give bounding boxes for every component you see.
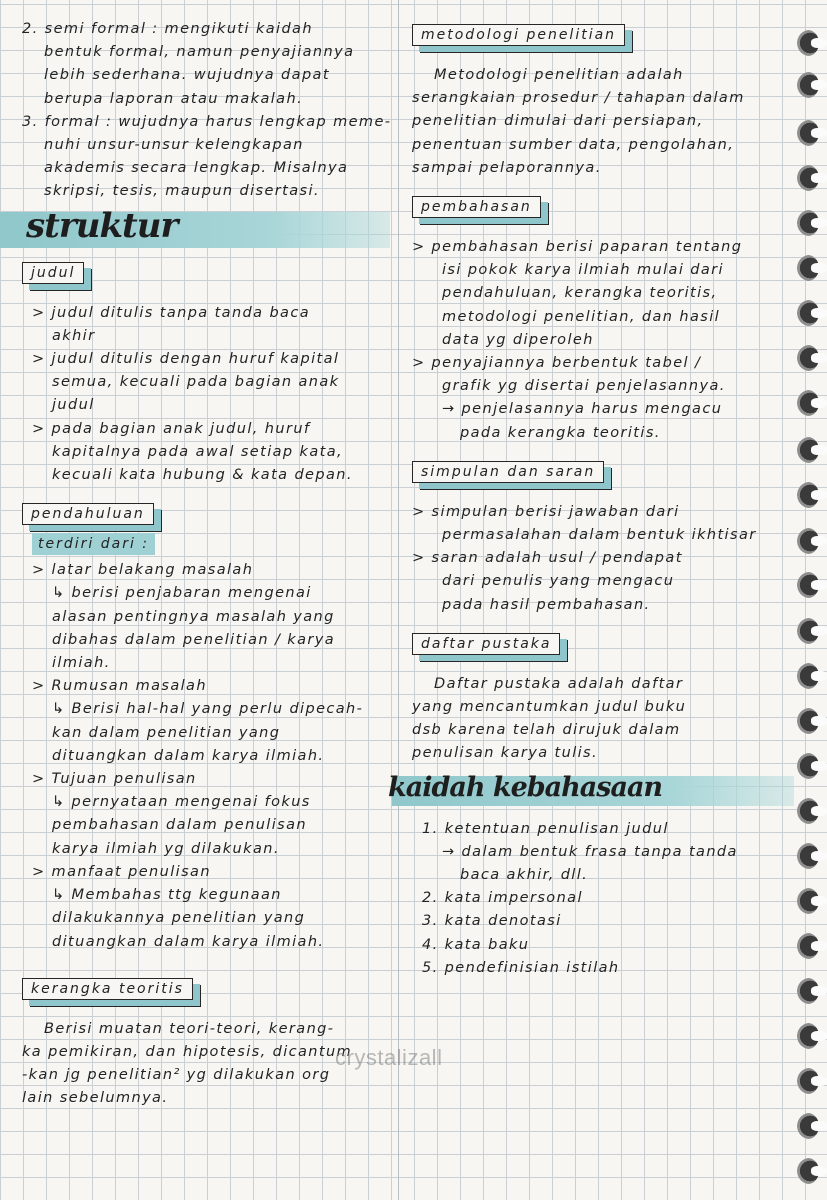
- spiral-ring-icon: [797, 210, 819, 236]
- pendahuluan-line: > latar belakang masalah: [32, 562, 254, 579]
- spiral-ring-icon: [797, 345, 819, 371]
- pembahasan-line: grafik yg disertai penjelasannya.: [442, 378, 726, 395]
- metodologi-line: penelitian dimulai dari persiapan,: [412, 113, 704, 130]
- intro-line: bentuk formal, namun penyajiannya: [44, 44, 355, 61]
- left-column: [22, 18, 390, 1111]
- intro-line: skripsi, tesis, maupun disertasi.: [44, 183, 320, 200]
- spiral-ring-icon: [797, 120, 819, 146]
- kaidah-line: 3. kata denotasi: [422, 913, 562, 930]
- pendahuluan-line: dituangkan dalam karya ilmiah.: [52, 747, 325, 764]
- pendahuluan-line: > Tujuan penulisan: [32, 771, 197, 788]
- spiral-ring-icon: [797, 708, 819, 734]
- kaidah-line: 1. ketentuan penulisan judul: [422, 820, 669, 837]
- struktur-title-banner: [0, 205, 390, 248]
- spiral-ring-icon: [797, 482, 819, 508]
- struktur-title: struktur: [26, 205, 178, 246]
- spiral-ring-icon: [797, 1068, 819, 1094]
- intro-line: 3. formal : wujudnya harus lengkap meme-: [22, 113, 392, 130]
- kerangka-teoritis-heading: kerangka teoritis: [22, 978, 193, 1000]
- spiral-ring-icon: [797, 1023, 819, 1049]
- spiral-ring-icon: [797, 390, 819, 416]
- pendahuluan-line: dilakukannya penelitian yang: [52, 910, 306, 927]
- pendahuluan-line: ↳ Berisi hal-hal yang perlu dipecah-: [52, 701, 364, 718]
- spiral-ring-icon: [797, 933, 819, 959]
- kerangka-line: Berisi muatan teori-teori, kerang-: [44, 1020, 335, 1037]
- simpulan-line: > simpulan berisi jawaban dari: [412, 503, 680, 520]
- judul-line: judul: [52, 397, 95, 414]
- pendahuluan-line: > manfaat penulisan: [32, 863, 211, 880]
- intro-line: nuhi unsur-unsur kelengkapan: [44, 137, 304, 154]
- pembahasan-line: pada kerangka teoritis.: [460, 424, 661, 441]
- kaidah-line: → dalam bentuk frasa tanpa tanda: [442, 843, 738, 860]
- spiral-ring-icon: [797, 978, 819, 1004]
- simpulan-saran-heading: simpulan dan saran: [412, 461, 604, 483]
- pendahuluan-line: > Rumusan masalah: [32, 678, 207, 695]
- daftar-line: dsb karena telah dirujuk dalam: [412, 722, 681, 739]
- spiral-ring-icon: [797, 30, 819, 56]
- watermark: crystalizall: [335, 1045, 443, 1070]
- center-gridline: [398, 0, 399, 1200]
- intro-line: lebih sederhana. wujudnya dapat: [44, 67, 330, 84]
- pendahuluan-line: pembahasan dalam penulisan: [52, 817, 307, 834]
- right-column: [388, 20, 782, 980]
- spiral-ring-icon: [797, 843, 819, 869]
- metodologi-section: [412, 64, 782, 180]
- judul-line: kapitalnya pada awal setiap kata,: [52, 443, 343, 460]
- judul-line: > pada bagian anak judul, huruf: [32, 420, 311, 437]
- pembahasan-line: → penjelasannya harus mengacu: [442, 401, 723, 418]
- simpulan-line: permasalahan dalam bentuk ikhtisar: [442, 527, 757, 544]
- judul-line: kecuali kata hubung & kata depan.: [52, 467, 353, 484]
- pendahuluan-line: dituangkan dalam karya ilmiah.: [52, 933, 325, 950]
- pembahasan-heading: pembahasan: [412, 196, 541, 218]
- intro-line: berupa laporan atau makalah.: [44, 90, 304, 107]
- kaidah-line: 2. kata impersonal: [422, 890, 583, 907]
- spiral-ring-icon: [797, 1158, 819, 1184]
- spiral-ring-icon: [797, 1113, 819, 1139]
- pembahasan-line: pendahuluan, kerangka teoritis,: [442, 285, 718, 302]
- spiral-ring-icon: [797, 300, 819, 326]
- simpulan-line: > saran adalah usul / pendapat: [412, 550, 683, 567]
- judul-line: > judul ditulis tanpa tanda baca: [32, 304, 311, 321]
- pendahuluan-line: kan dalam penelitian yang: [52, 724, 281, 741]
- pembahasan-line: data yg diperoleh: [442, 331, 594, 348]
- pembahasan-line: metodologi penelitian, dan hasil: [442, 308, 721, 325]
- metodologi-line: Metodologi penelitian adalah: [434, 67, 684, 83]
- simpulan-line: dari penulis yang mengacu: [442, 573, 675, 590]
- spiral-ring-icon: [797, 255, 819, 281]
- pendahuluan-section: [22, 559, 390, 953]
- pendahuluan-line: dibahas dalam penelitian / karya: [52, 631, 335, 648]
- kerangka-line: lain sebelumnya.: [22, 1090, 169, 1107]
- spiral-ring-icon: [797, 437, 819, 463]
- simpulan-line: pada hasil pembahasan.: [442, 596, 651, 613]
- spiral-ring-icon: [797, 753, 819, 779]
- intro-line: akademis secara lengkap. Misalnya: [44, 160, 349, 177]
- pembahasan-line: > pembahasan berisi paparan tentang: [412, 239, 743, 256]
- judul-line: semua, kecuali pada bagian anak: [52, 374, 340, 391]
- spiral-ring-icon: [797, 572, 819, 598]
- kerangka-line: ka pemikiran, dan hipotesis, dicantum: [22, 1043, 353, 1060]
- kaidah-line: 5. pendefinisian istilah: [422, 959, 620, 976]
- spiral-ring-icon: [797, 165, 819, 191]
- pembahasan-line: isi pokok karya ilmiah mulai dari: [442, 262, 724, 279]
- daftar-section: [412, 673, 782, 766]
- pendahuluan-line: alasan pentingnya masalah yang: [52, 608, 335, 625]
- judul-heading: judul: [22, 262, 84, 284]
- kerangka-line: -kan jg penelitian² yg dilakukan org: [22, 1067, 331, 1084]
- spiral-binding: [787, 0, 823, 1200]
- kaidah-title-banner: [388, 771, 794, 806]
- pembahasan-line: > penyajiannya berbentuk tabel /: [412, 355, 702, 372]
- metodologi-line: serangkaian prosedur / tahapan dalam: [412, 90, 745, 107]
- spiral-ring-icon: [797, 72, 819, 98]
- judul-line: akhir: [52, 327, 96, 344]
- spiral-ring-icon: [797, 663, 819, 689]
- pendahuluan-line: ↳ Membahas ttg kegunaan: [52, 887, 282, 904]
- pendahuluan-line: ilmiah.: [52, 655, 111, 672]
- pendahuluan-line: ↳ pernyataan mengenai fokus: [52, 794, 311, 811]
- pendahuluan-line: ↳ berisi penjabaran mengenai: [52, 585, 312, 602]
- simpulan-section: [412, 501, 782, 617]
- intro-line: 2. semi formal : mengikuti kaidah: [22, 21, 313, 37]
- kaidah-line: baca akhir, dll.: [460, 867, 589, 884]
- kaidah-section: [412, 818, 782, 980]
- kaidah-title: kaidah kebahasaan: [388, 771, 663, 803]
- metodologi-line: sampai pelaporannya.: [412, 159, 602, 176]
- daftar-line: yang mencantumkan judul buku: [412, 699, 687, 716]
- judul-line: > judul ditulis dengan huruf kapital: [32, 351, 340, 368]
- intro-text: [22, 18, 390, 204]
- terdiri-dari-label: terdiri dari :: [32, 533, 155, 555]
- judul-section: [22, 302, 390, 488]
- daftar-line: penulisan karya tulis.: [412, 745, 599, 762]
- spiral-ring-icon: [797, 528, 819, 554]
- daftar-line: Daftar pustaka adalah daftar: [434, 675, 684, 692]
- metodologi-heading: metodologi penelitian: [412, 24, 625, 46]
- daftar-pustaka-heading: daftar pustaka: [412, 633, 560, 655]
- pendahuluan-line: karya ilmiah yg dilakukan.: [52, 840, 280, 857]
- pembahasan-section: [412, 236, 782, 445]
- spiral-ring-icon: [797, 888, 819, 914]
- pendahuluan-heading: pendahuluan: [22, 503, 154, 525]
- spiral-ring-icon: [797, 798, 819, 824]
- spiral-ring-icon: [797, 618, 819, 644]
- kaidah-line: 4. kata baku: [422, 936, 530, 953]
- metodologi-line: penentuan sumber data, pengolahan,: [412, 136, 735, 153]
